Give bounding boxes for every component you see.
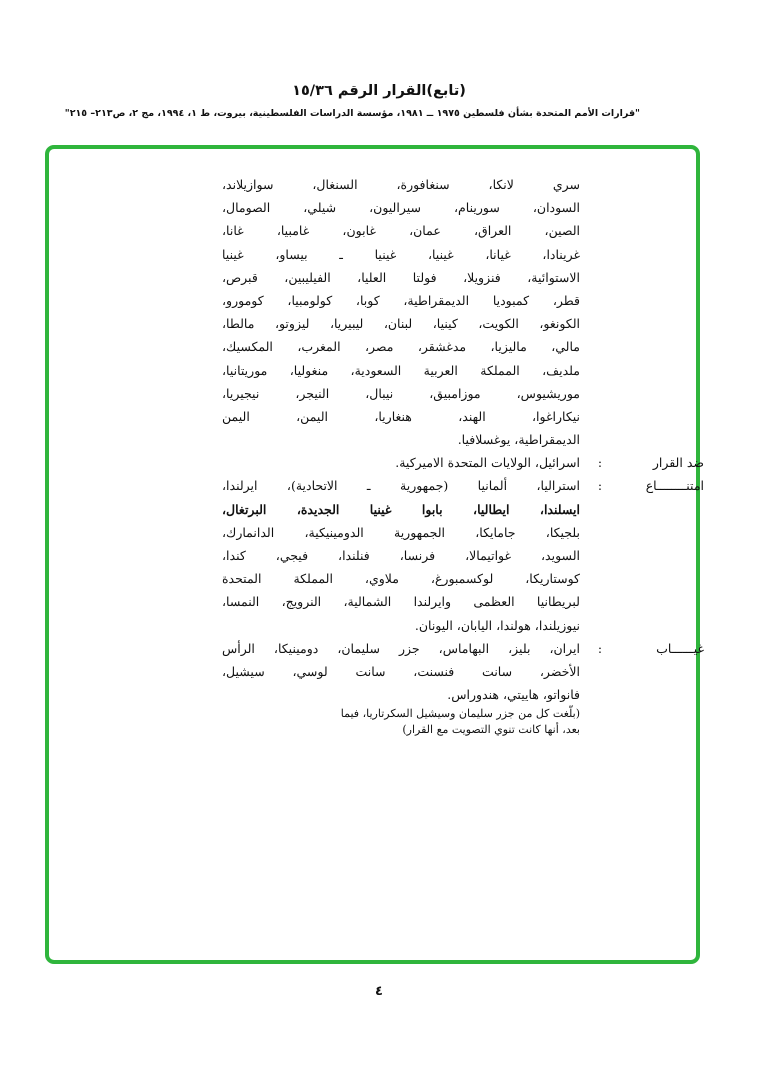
against-line: اسرائيل، الولايات المتحدة الاميركية. [395, 455, 580, 471]
in-favour-line: ملديف، المملكة العربية السعودية، منغوليا، موريتانيا، [222, 362, 580, 378]
in-favour-line: غرينادا، غيانا، غينيا، غينيا ـ بيساو، غينيا [222, 246, 580, 262]
absent-line: الأخضر، سانت فنسنت، سانت لوسي، سيشيل، [222, 663, 580, 679]
abstain-line: ايسلندا، ايطاليا، بابوا غينيا الجديدة، البرتغال، [222, 501, 580, 517]
in-favour-line: قطر، كمبوديا الديمقراطية، كوبا، كولومبيا، كومورو، [222, 292, 580, 308]
in-favour-list [222, 173, 580, 451]
in-favour-line: الاستوائية، فنزويلا، فولتا العليا، الفيليبين، قبرص، [222, 269, 580, 285]
page-number: ٤ [375, 984, 383, 999]
in-favour-line: السودان، سورينام، سيراليون، شيلي، الصومال، [222, 200, 580, 216]
vote-record [222, 173, 704, 737]
abstain-line: نيوزيلندا، هولندا، اليابان، اليونان. [414, 617, 580, 633]
abstain-line: السويد، غواتيمالا، فرنسا، فنلندا، فيجي، كندا، [222, 548, 580, 563]
abstain-line: استراليا، ألمانيا (جمهورية ـ الاتحادية)، ايرلندا، [222, 478, 580, 494]
absent-colon: : [597, 640, 603, 656]
abstain-line: كوستاريكا، لوكسمبورغ، ملاوي، المملكة المتحدة [222, 571, 580, 587]
abstain-colon: : [597, 478, 603, 494]
abstain-section [222, 474, 704, 636]
absent-line: فانواتو، هاييتي، هندوراس. [447, 687, 580, 703]
in-favour-line: موريشيوس، موزامبيق، نيبال، النيجر، نيجيريا، [222, 385, 580, 401]
against-section [222, 451, 704, 474]
in-favour-line: الصين، العراق، عمان، غابون، غامبيا، غانا، [222, 223, 580, 239]
absent-note-line: بعد، أنها كانت تنوي التصويت مع القرار) [402, 722, 580, 736]
absent-note-line: (بلّغت كل من جزر سليمان وسيشيل السكرتاريا، فيما [340, 707, 580, 721]
abstain-line: بلجيكا، جامايكا، الجمهورية الدومينيكية، الدانمارك، [222, 524, 580, 540]
in-favour-line: سري لانكا، سنغافورة، السنغال، سوازيلاند، [222, 177, 580, 192]
absent-section [222, 637, 704, 738]
against-label: ضد القرار [652, 455, 704, 471]
in-favour-line: مالي، ماليزيا، مدغشقر، مصر، المغرب، المكسيك، [222, 339, 580, 355]
in-favour-line: الديمقراطية، يوغسلافيا. [457, 432, 580, 448]
abstain-label: امتنــــــــاع [645, 478, 704, 494]
page-title: (تابع)القرار الرقم ١٥/٣٦ [292, 83, 466, 99]
in-favour-line: نيكاراغوا، الهند، هنغاريا، اليمن، اليمن [222, 408, 580, 424]
absent-label: غيــــــاب [656, 640, 704, 656]
in-favour-line: الكونغو، الكويت، كينيا، لبنان، ليبيريا، ليزوتو، مالطا، [222, 316, 580, 332]
abstain-line: لبريطانيا العظمى وايرلندا الشمالية، النرويج، النمسا، [222, 594, 580, 610]
source-citation: "قرارات الأمم المتحدة بشأن فلسطين ١٩٧٥ ــ ١٩٨١، مؤسسة الدراسات الفلسطينية، بيروت، ط ١، ١٩٩٤، مج ٢، ص٢١٣– ٢١٥" [64, 108, 640, 119]
against-colon: : [597, 455, 603, 471]
absent-line: ايران، بليز، البهاماس، جزر سليمان، دومينيكا، الرأس [222, 640, 580, 656]
